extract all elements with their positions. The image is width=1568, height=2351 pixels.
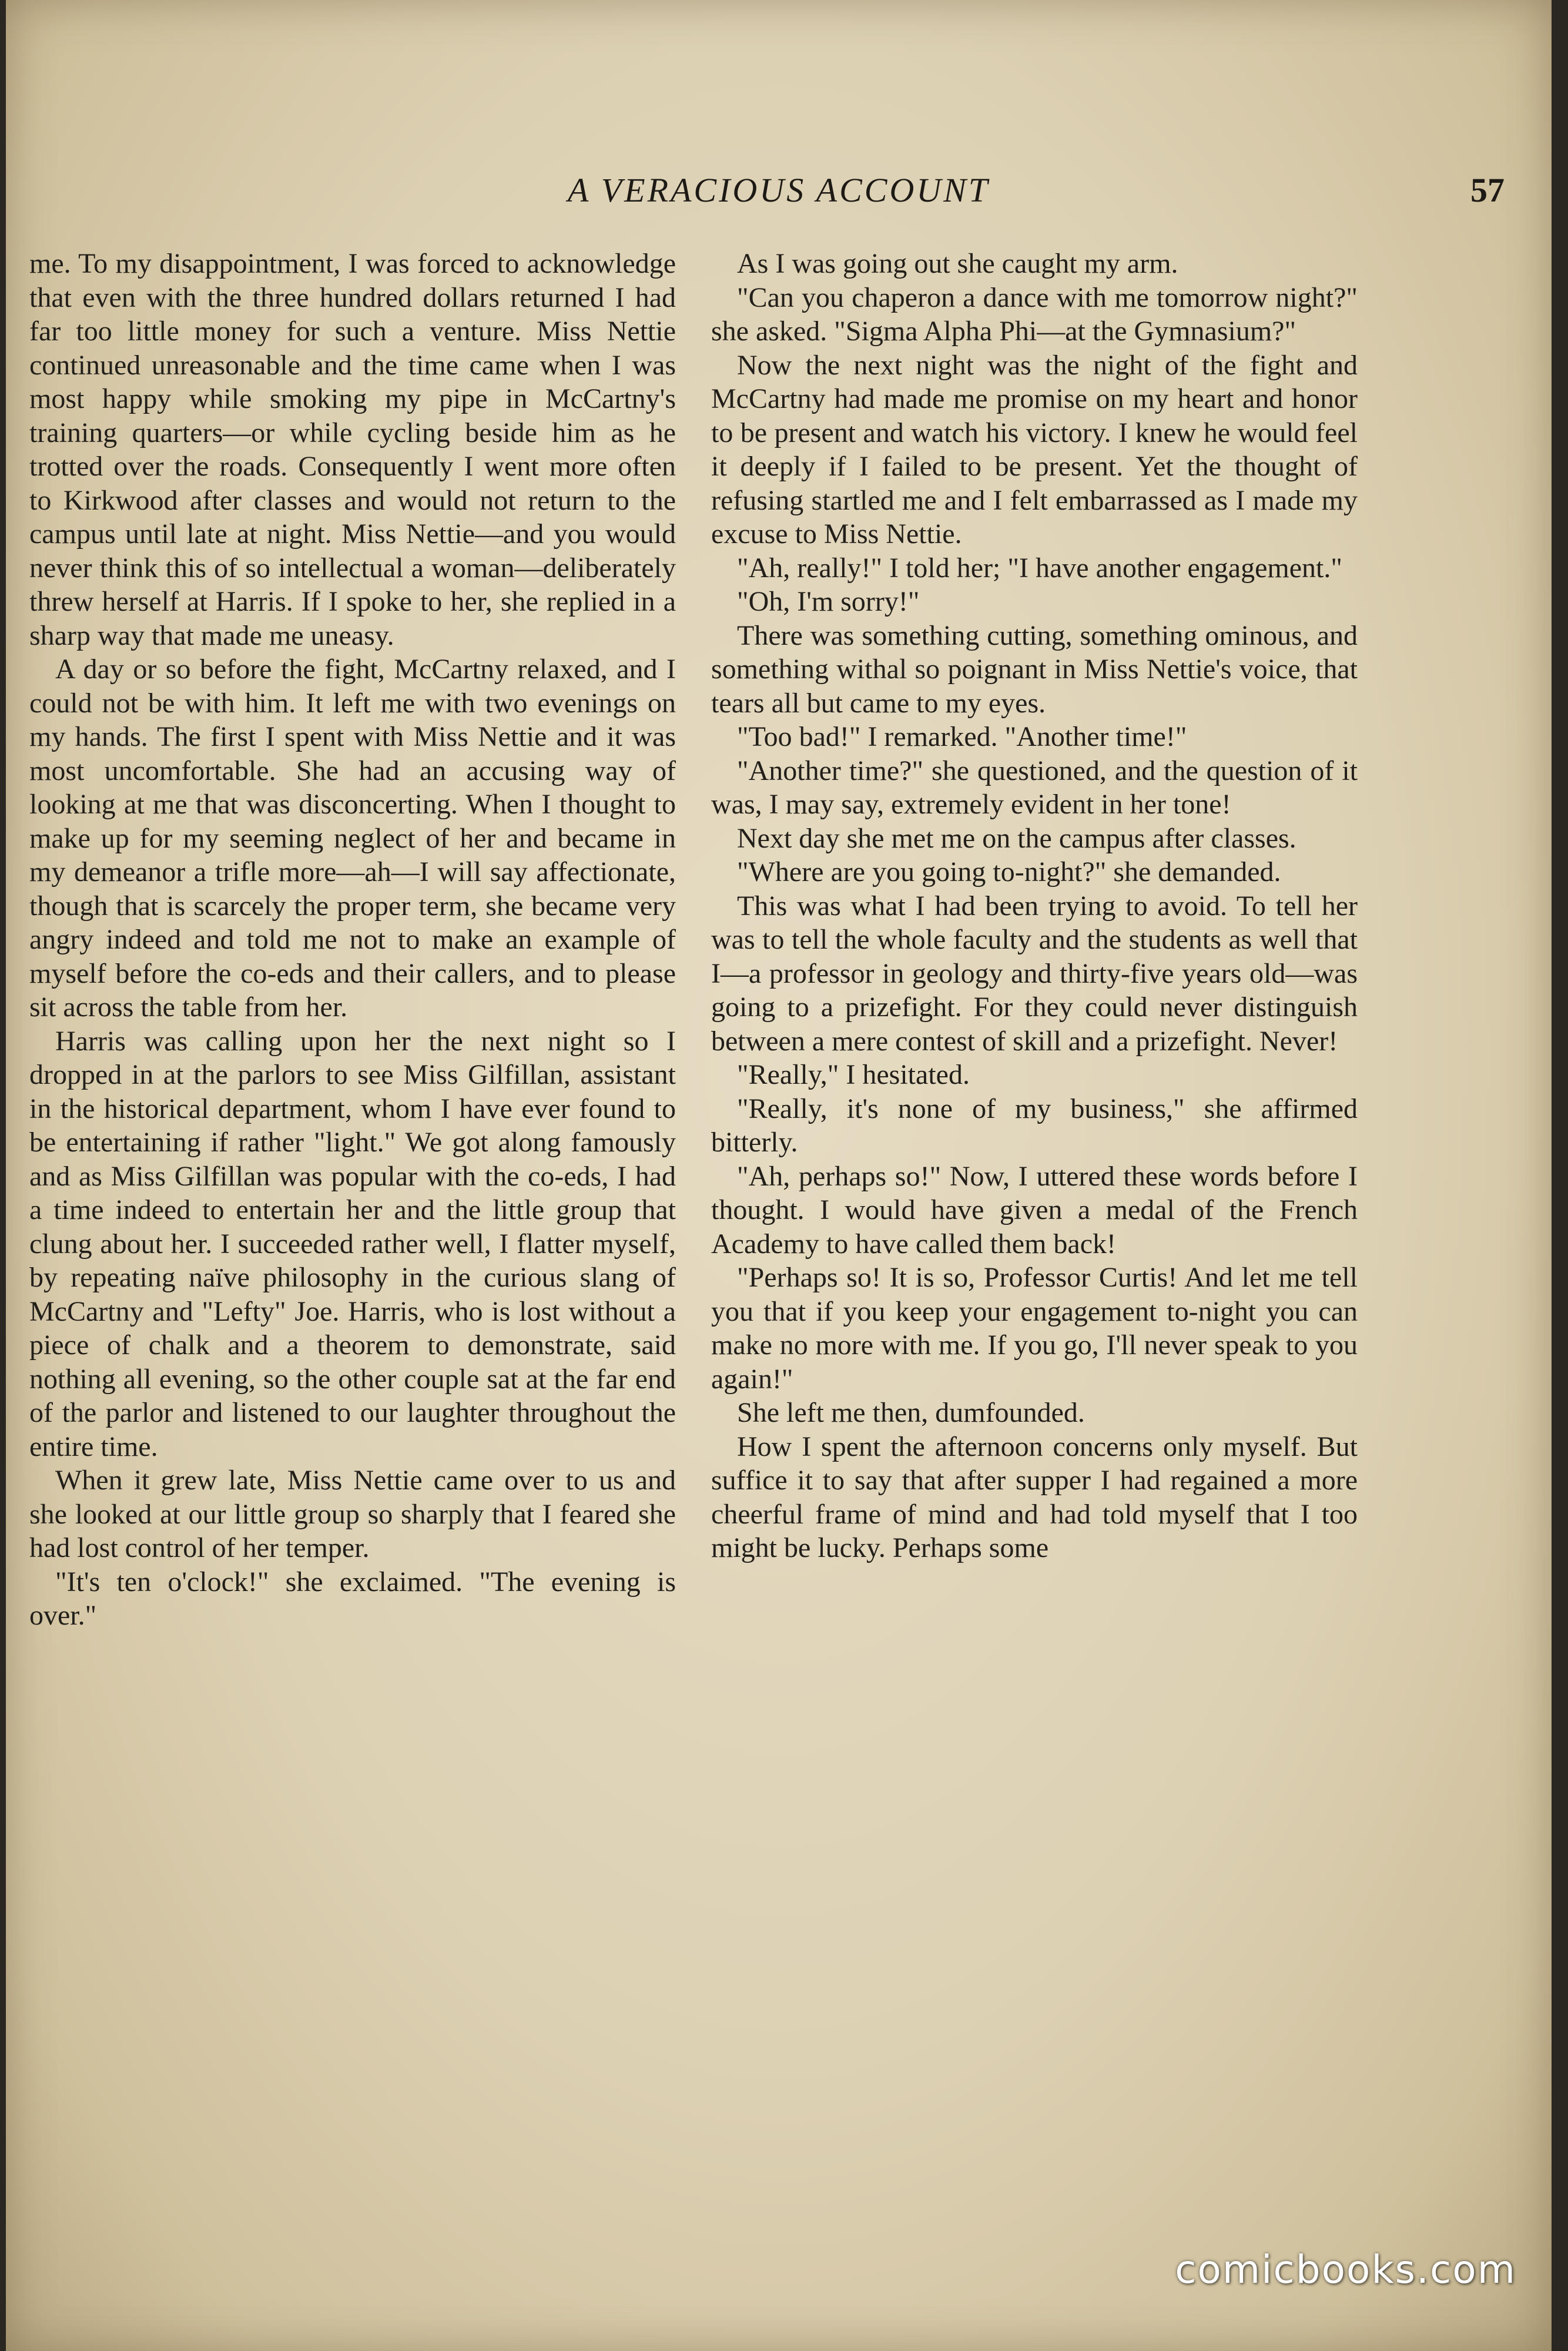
paragraph: Harris was calling upon her the next night so I dropped in at the parlors to see Miss Gilfillan, assistant in the historical department, whom I have ever found to be entertaining if rather "light." We got along famously and as Miss Gilfillan was popular with the co-eds, I had a time indeed to entertain her and the little group that clung about her. I succeeded rather well, I flatter myself, by repeating naïve philosophy in the curious slang of McCartny and "Lefty" Joe. Harris, who is lost without a piece of chalk and a theorem to demonstrate, said nothing all evening, so the other couple sat at the far end of the parlor and listened to our laughter throughout the entire time. [29, 1025, 676, 1462]
right-column [711, 247, 1358, 1565]
paragraph: She left me then, dumfounded. [737, 1397, 1085, 1428]
paragraph: "Ah, perhaps so!" Now, I uttered these words before I thought. I would have given a medal of the French Academy to have called them back! [711, 1160, 1358, 1260]
paragraph: "Can you chaperon a dance with me tomorrow night?" she asked. "Sigma Alpha Phi—at the Gymnasium?" [711, 282, 1358, 347]
paragraph: "Perhaps so! It is so, Professor Curtis! And let me tell you that if you keep your engagement to-night you can make no more with me. If you go, I'll never speak to you again!" [711, 1262, 1358, 1395]
page-header [29, 170, 1528, 217]
book-page [6, 0, 1552, 2351]
paragraph: How I spent the afternoon concerns only myself. But suffice it to say that after supper I had regained a more cheerful frame of mind and had told myself that I too might be lucky. Perhaps some [711, 1431, 1358, 1563]
paragraph: When it grew late, Miss Nettie came over to us and she looked at our little group so sharply that I feared she had lost control of her temper. [29, 1465, 676, 1563]
page-number: 57 [1470, 171, 1505, 209]
paragraph: There was something cutting, something ominous, and something withal so poignant in Miss Nettie's voice, that tears all but came to my eyes. [711, 619, 1358, 719]
paragraph: "Really, it's none of my business," she affirmed bitterly. [711, 1093, 1358, 1158]
paragraph: "Where are you going to-night?" she demanded. [737, 856, 1281, 888]
paragraph: me. To my disappointment, I was forced to acknowledge that even with the three hundred dollars returned I had far too little money for such a venture. Miss Nettie continued unreasonable and the time came when I was most happy while smoking my pipe in McCartny's training quarters—or while cycling beside him as he trotted over the roads. Consequently I went more often to Kirkwood after classes and would not return to the campus until late at night. Miss Nettie—and you would never think this of so intellectual a woman—deliberately threw herself at Harris. If I spoke to her, she replied in a sharp way that made me uneasy. [29, 248, 676, 651]
paragraph: "Really," I hesitated. [737, 1059, 970, 1090]
paragraph: "Ah, really!" I told her; "I have another engagement." [737, 552, 1342, 584]
paragraph: A day or so before the fight, McCartny relaxed, and I could not be with him. It left me with two evenings on my hands. The first I spent with Miss Nettie and it was most uncomfortable. She had an accusing way of looking at me that was disconcerting. When I thought to make up for my seeming neglect of her and became in my demeanor a trifle more—ah—I will say affectionate, though that is scarcely the proper term, she became very angry indeed and told me not to make an example of myself before the co-eds and their callers, and to please sit across the table from her. [29, 654, 676, 1023]
running-title: A VERACIOUS ACCOUNT [567, 171, 990, 209]
watermark: comicbooks.com [1175, 2247, 1516, 2292]
paragraph: Next day she met me on the campus after classes. [737, 822, 1296, 854]
paragraph: Now the next night was the night of the fight and McCartny had made me promise on my heart and honor to be present and watch his victory. I knew he would feel it deeply if I failed to be present. Yet the thought of refusing startled me and I felt embarrassed as I made my excuse to Miss Nettie. [711, 349, 1358, 550]
paragraph: "Another time?" she questioned, and the question of it was, I may say, extremely evident in her tone! [711, 755, 1358, 820]
paragraph: "Too bad!" I remarked. "Another time!" [737, 721, 1187, 752]
paragraph: "It's ten o'clock!" she exclaimed. "The evening is over." [29, 1566, 676, 1631]
paragraph: As I was going out she caught my arm. [737, 248, 1178, 279]
paragraph: This was what I had been trying to avoid. To tell her was to tell the whole faculty and the students as well that I—a professor in geology and thirty-five years old—was going to a prizefight. For they could never distinguish between a mere contest of skill and a prizefight. Never! [711, 890, 1358, 1057]
paragraph: "Oh, I'm sorry!" [737, 586, 920, 617]
left-column [29, 247, 676, 1633]
